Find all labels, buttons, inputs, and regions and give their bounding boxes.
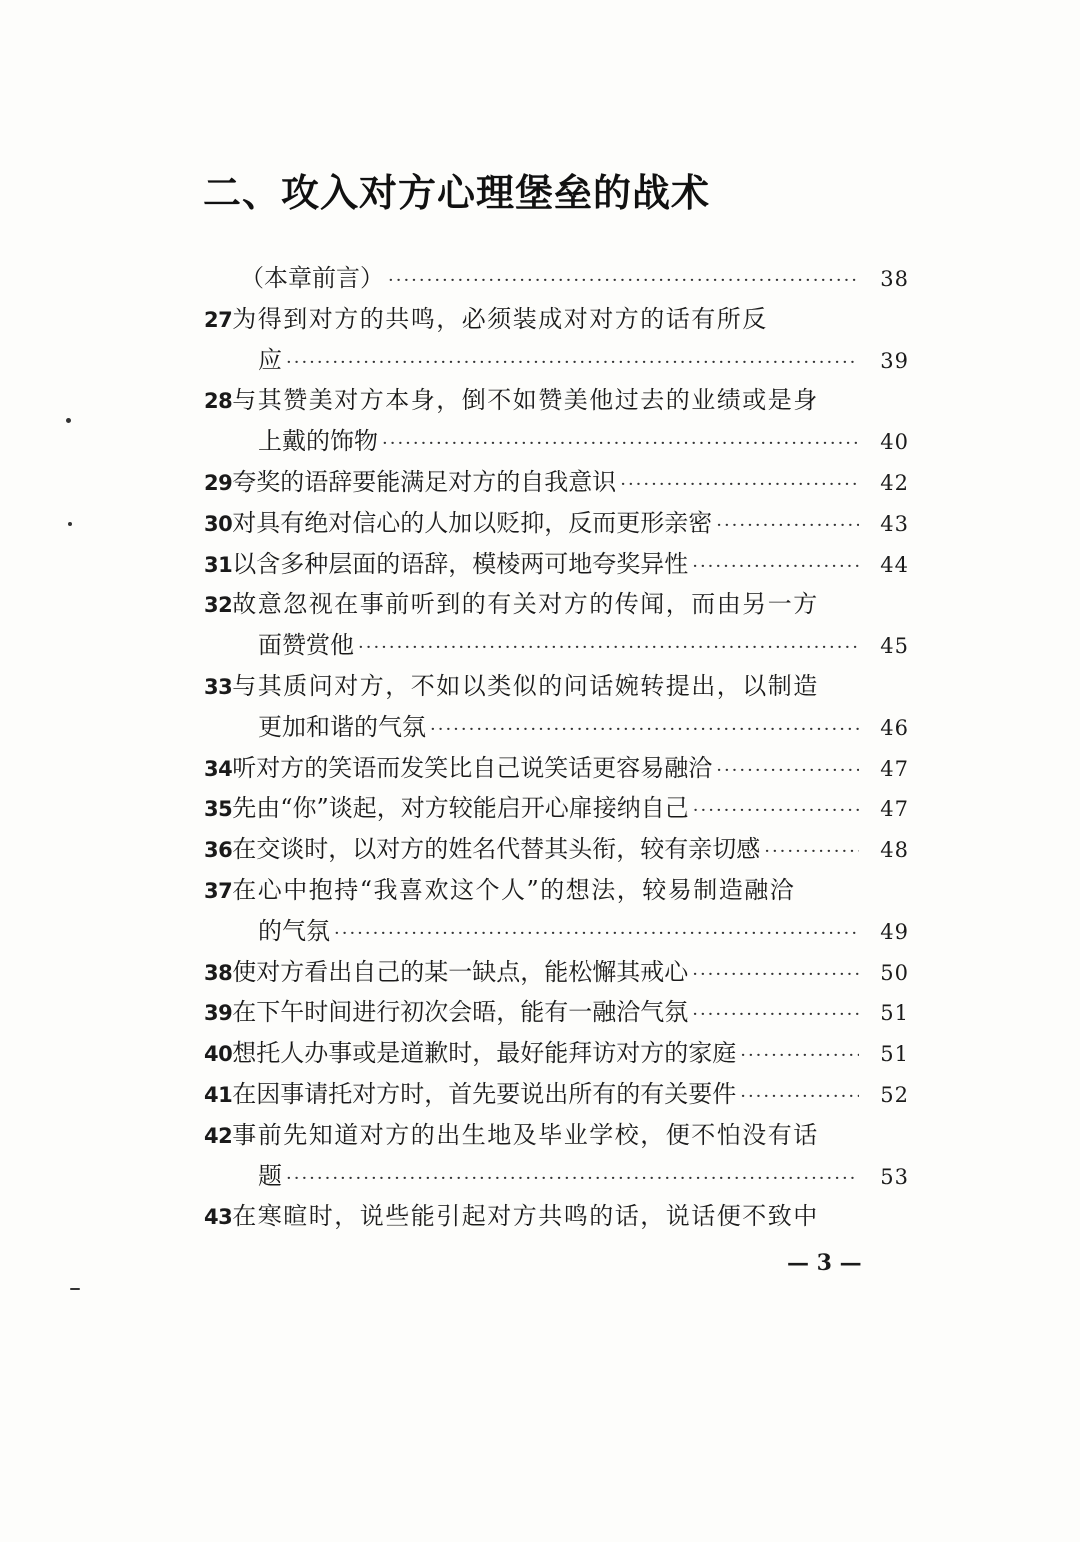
toc-line — [204, 911, 909, 952]
toc-leader-dots — [764, 832, 859, 873]
toc-entry-number: 34 — [204, 756, 233, 781]
toc-leader-dots — [286, 343, 859, 384]
toc-page-number: 47 — [880, 756, 909, 781]
toc-leader-dots — [716, 751, 859, 792]
toc-entry-number: 36 — [204, 838, 233, 863]
toc-line — [204, 952, 909, 993]
toc-entry-text: 的气氛 — [258, 916, 330, 945]
toc-entry-text: 应 — [258, 345, 282, 374]
toc-page-number: 46 — [880, 715, 909, 740]
toc-entry-text: 与其赞美对方本身，倒不如赞美他过去的业绩或是身 — [232, 386, 819, 415]
page-number: — 3 — — [787, 1250, 862, 1276]
toc-leader-dots — [693, 791, 859, 832]
toc-leader-dots — [286, 1159, 859, 1200]
toc-page-number: 47 — [880, 797, 909, 822]
toc-line — [204, 340, 909, 381]
toc-entry-number: 39 — [204, 1001, 233, 1026]
toc-entry-text: 在因事请托对方时，首先要说出所有的有关要件 — [232, 1079, 737, 1108]
toc-entry-text: 听对方的笑语而发笑比自己说笑话更容易融洽 — [232, 753, 713, 782]
toc-line — [204, 666, 909, 707]
toc-line — [204, 870, 909, 911]
toc-line — [204, 503, 909, 544]
toc-entry-text: 对具有绝对信心的人加以贬抑，反而更形亲密 — [232, 508, 713, 537]
toc-page-number: 49 — [880, 919, 909, 944]
toc-leader-dots — [740, 1036, 859, 1077]
toc-entry-text: 以含多种层面的语辞，模棱两可地夸奖异性 — [232, 549, 689, 578]
toc-page-number: 52 — [880, 1082, 909, 1107]
toc-entry-text: 故意忽视在事前听到的有关对方的传闻，而由另一方 — [232, 590, 819, 619]
chapter-title: 二、攻入对方心理堡垒的战术 — [203, 171, 711, 215]
toc-entry-text: 题 — [258, 1161, 282, 1190]
toc-entry-text: 上戴的饰物 — [258, 427, 378, 456]
toc-line — [204, 788, 909, 829]
toc-page-number: 39 — [880, 348, 909, 373]
toc-page-number: 38 — [880, 267, 909, 291]
toc-line — [204, 1115, 909, 1156]
toc-line — [204, 829, 909, 870]
toc-page-number: 43 — [880, 511, 909, 536]
toc-entry-number: 38 — [204, 960, 233, 985]
toc-line — [204, 992, 909, 1033]
toc-entry-number: 43 — [204, 1205, 233, 1230]
toc-leader-dots — [388, 261, 859, 302]
toc-page-number: 42 — [880, 470, 909, 495]
toc-line — [204, 1074, 909, 1115]
toc-page-number: 48 — [880, 838, 909, 863]
toc-leader-dots — [692, 995, 859, 1036]
toc-entry-text: 面赞赏他 — [258, 631, 354, 660]
toc-entry-text: 夸奖的语辞要能满足对方的自我意识 — [232, 467, 617, 496]
toc-line — [204, 707, 909, 748]
toc-line — [204, 584, 909, 625]
toc-entry-number: 35 — [204, 797, 233, 822]
toc-page-number: 44 — [880, 552, 909, 577]
toc-entry-text: 为得到对方的共鸣，必须装成对对方的话有所反 — [232, 304, 768, 333]
toc-line — [204, 1196, 909, 1237]
toc-line — [204, 1156, 909, 1197]
toc-entry-text: 在寒暄时，说些能引起对方共鸣的话，说话便不致中 — [232, 1202, 819, 1231]
toc-page-number: 51 — [880, 1001, 909, 1026]
scan-speck — [70, 1288, 80, 1290]
toc-line — [204, 544, 909, 585]
toc-leader-dots — [620, 465, 859, 506]
toc-entry-number: 28 — [204, 389, 233, 414]
toc-entry-number: 41 — [204, 1082, 233, 1107]
toc-entry-text: 更加和谐的气氛 — [258, 712, 426, 741]
toc-entry-text: 在心中抱持“我喜欢这个人”的想法，较易制造融洽 — [232, 875, 796, 904]
toc-page-number: 50 — [880, 960, 909, 985]
toc-entry-text: 事前先知道对方的出生地及毕业学校，便不怕没有话 — [232, 1120, 819, 1149]
toc-entry-text: （本章前言） — [240, 264, 384, 292]
toc-line — [204, 748, 909, 789]
toc-entry-number: 29 — [204, 470, 233, 495]
toc-line — [204, 258, 909, 299]
toc-entry-text: 在下午时间进行初次会晤，能有一融洽气氛 — [232, 998, 689, 1027]
toc-leader-dots — [740, 1077, 859, 1118]
toc-line — [204, 462, 909, 503]
toc-entry-number: 37 — [204, 878, 233, 903]
toc-line — [204, 380, 909, 421]
toc-entry-text: 与其质问对方，不如以类似的问话婉转提出，以制造 — [232, 671, 819, 700]
toc-entry-number: 33 — [204, 674, 233, 699]
scan-speck — [68, 522, 72, 526]
table-of-contents — [204, 258, 909, 1237]
toc-entry-number: 30 — [204, 511, 233, 536]
toc-leader-dots — [358, 628, 859, 669]
toc-line — [204, 1033, 909, 1074]
toc-entry-number: 40 — [204, 1042, 233, 1067]
toc-leader-dots — [382, 424, 859, 465]
toc-page-number: 40 — [880, 430, 909, 455]
toc-entry-number: 31 — [204, 552, 233, 577]
toc-entry-number: 42 — [204, 1123, 233, 1148]
toc-leader-dots — [334, 914, 859, 955]
toc-entry-text: 想托人办事或是道歉时，最好能拜访对方的家庭 — [232, 1039, 737, 1068]
toc-page-number: 45 — [880, 634, 909, 659]
toc-leader-dots — [692, 547, 859, 588]
toc-entry-text: 使对方看出自己的某一缺点，能松懈其戒心 — [232, 957, 689, 986]
toc-line — [204, 421, 909, 462]
toc-leader-dots — [716, 506, 859, 547]
scan-speck — [66, 418, 71, 423]
toc-entry-number: 27 — [204, 307, 233, 332]
toc-line — [204, 299, 909, 340]
toc-leader-dots — [430, 710, 859, 751]
toc-leader-dots — [692, 955, 859, 996]
toc-entry-text: 在交谈时，以对方的姓名代替其头衔，较有亲切感 — [232, 835, 761, 864]
toc-page-number: 51 — [880, 1042, 909, 1067]
toc-page-number: 53 — [880, 1164, 909, 1189]
toc-line — [204, 625, 909, 666]
toc-entry-text: 先由“你”谈起，对方较能启开心扉接纳自己 — [232, 794, 689, 823]
toc-entry-number: 32 — [204, 593, 233, 618]
